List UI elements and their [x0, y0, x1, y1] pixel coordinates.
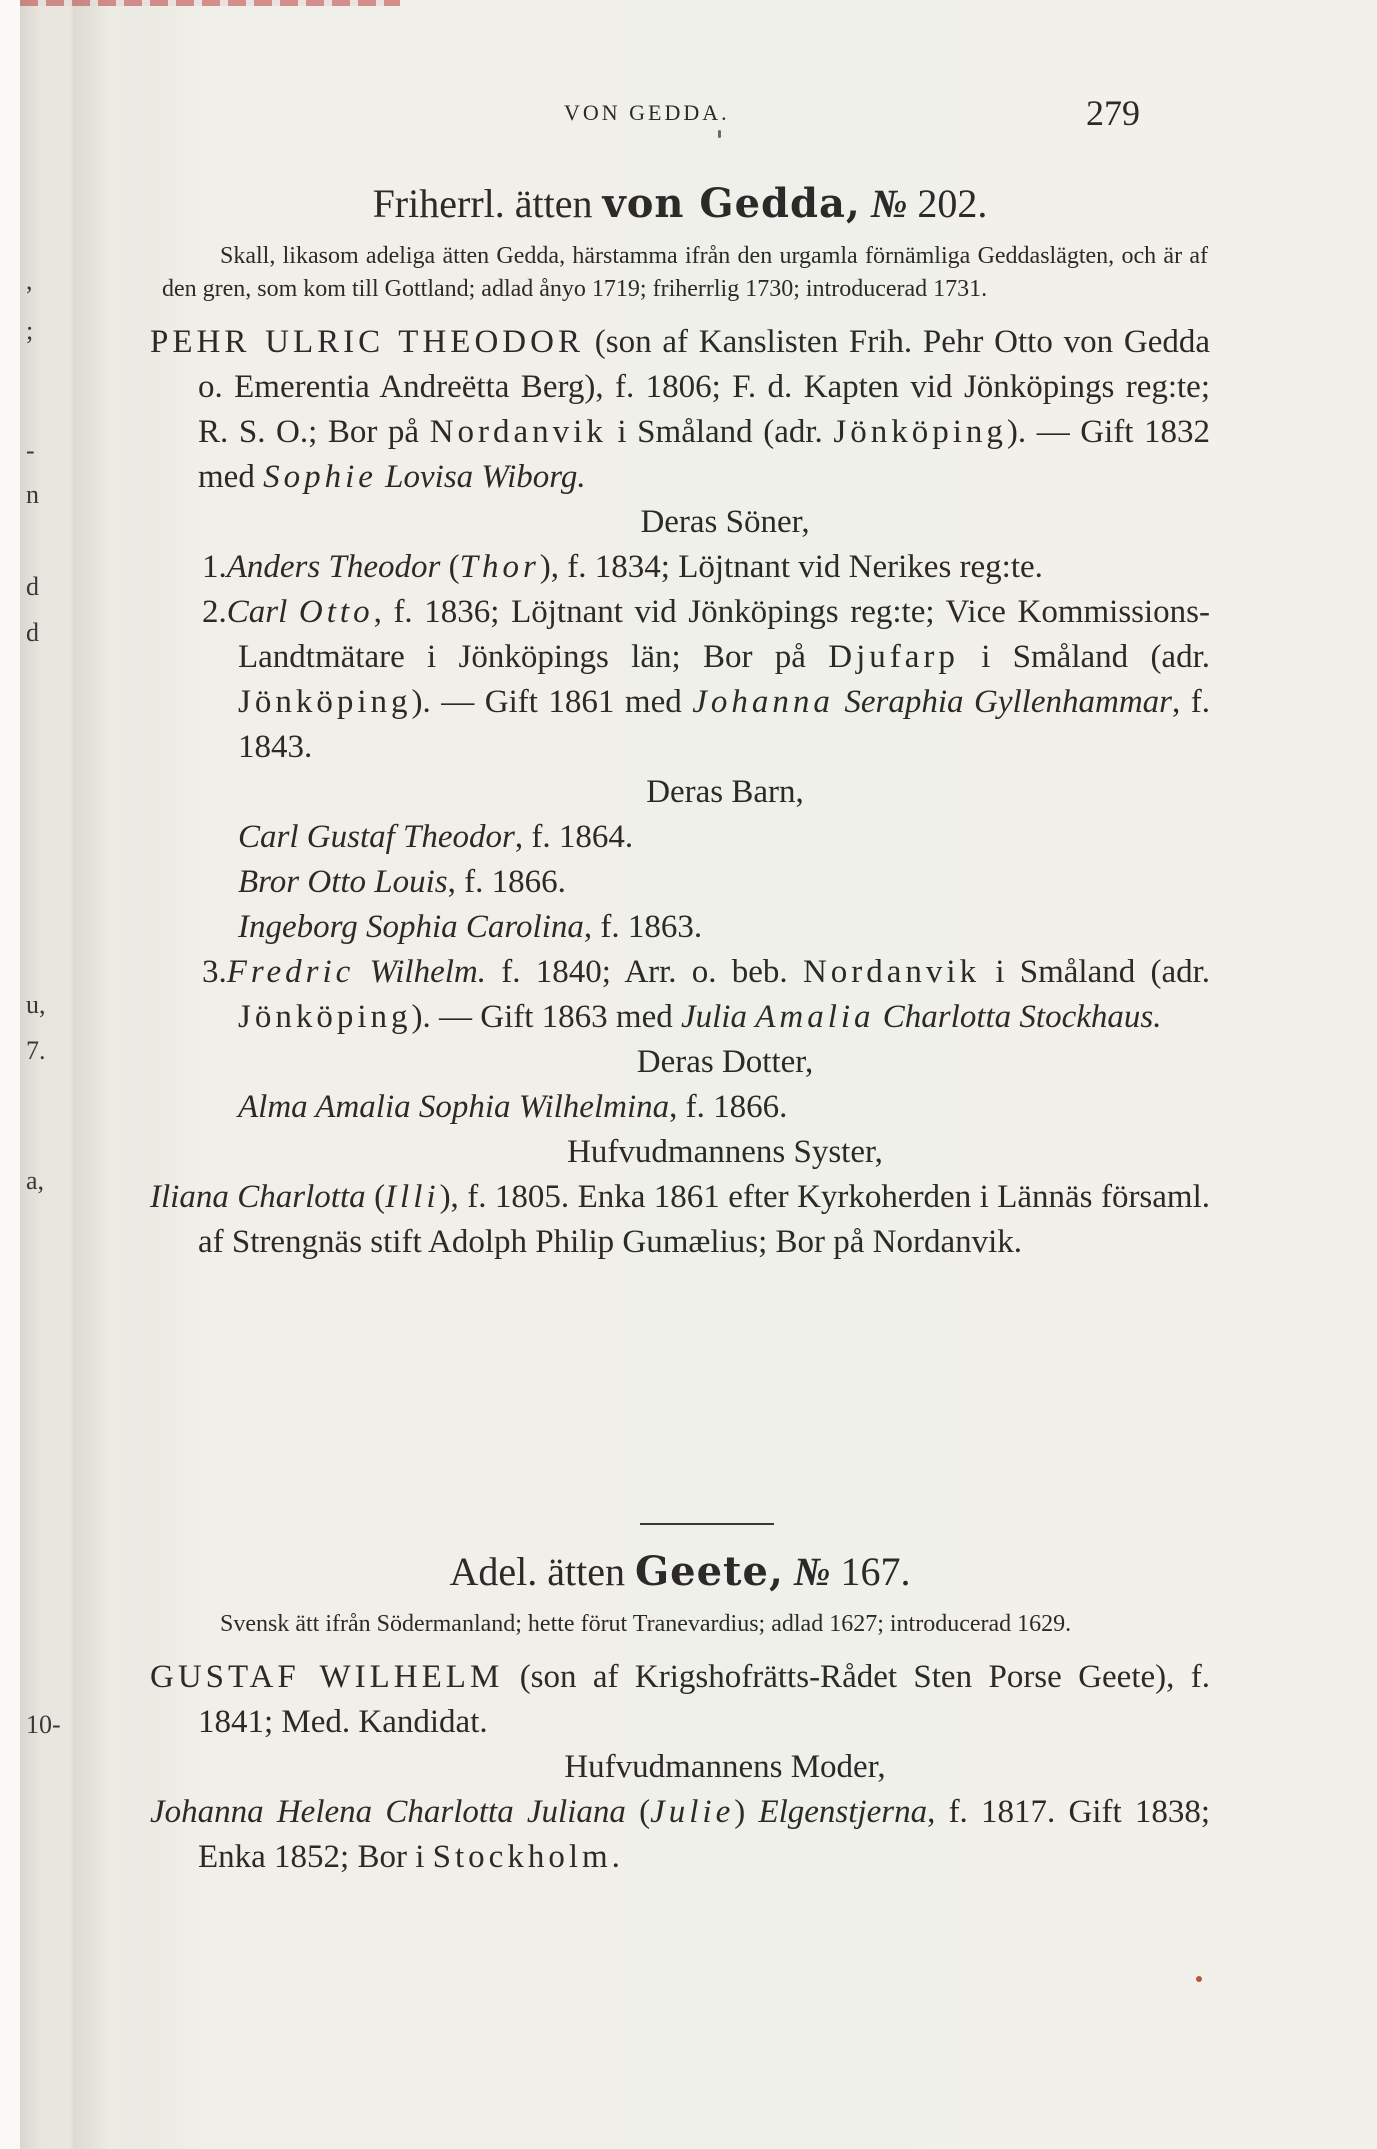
- previous-page-fragment: d: [26, 618, 39, 647]
- place-name: Nordanvik: [429, 414, 607, 450]
- child-entry: [150, 590, 1210, 770]
- entry-text: (: [639, 1794, 651, 1830]
- person-name: Iliana Charlotta: [150, 1179, 366, 1215]
- grandchild-entry: [150, 905, 1210, 950]
- entry-text: ): [734, 1794, 746, 1830]
- page-content: [150, 0, 1210, 2149]
- address-name: Jönköping: [238, 999, 412, 1035]
- person-name-first: Fredric: [226, 954, 355, 990]
- section-von-gedda: [150, 178, 1210, 1265]
- entry-number: 3.: [202, 954, 227, 990]
- family-head-entry: [150, 1655, 1210, 1745]
- entry-text: i Småland (adr.: [617, 414, 823, 450]
- running-head: [150, 92, 1210, 132]
- person-name-rest: Otto: [298, 594, 374, 630]
- person-name: PEHR ULRIC THEODOR: [150, 324, 584, 360]
- entry-number: 1.: [202, 549, 227, 585]
- family-number: 167.: [840, 1549, 911, 1594]
- place-name: Djufarp: [828, 639, 959, 675]
- person-name: Anders Theodor: [226, 549, 441, 585]
- entry-number: 2.: [202, 594, 227, 630]
- sub-heading: Deras Söner,: [640, 504, 810, 540]
- child-entry: [150, 950, 1210, 1040]
- previous-page-fragment: ;: [26, 316, 34, 345]
- previous-page-fragment: a,: [26, 1166, 45, 1195]
- entry-text: (son af Krigshofrätts-Rådet Sten Porse Geete), f. 1841; Med. Kandidat.: [198, 1659, 1210, 1740]
- genealogy-entries: [150, 1655, 1210, 1880]
- genealogy-entries: [150, 320, 1210, 1265]
- number-sign: №: [793, 1549, 831, 1594]
- surname: Elgenstjerna: [758, 1794, 928, 1830]
- spouse-name-middle: Amalia: [755, 999, 875, 1035]
- spouse-name-first: Sophie: [263, 459, 377, 495]
- section-heading: [150, 1546, 1210, 1598]
- person-name: GUSTAF WILHELM: [150, 1659, 504, 1695]
- spouse-name-rest: Charlotta Stockhaus.: [882, 999, 1162, 1035]
- entry-text: f. 1840; Arr. o. beb.: [501, 954, 788, 990]
- family-origin-note: Svensk ätt ifrån Södermanland; hette förut Tranevardius; adlad 1627; introducerad 1629.: [220, 1611, 1072, 1637]
- entry-text: ). — Gift 1832 med: [198, 414, 1211, 495]
- previous-page-fragment: n: [26, 480, 39, 509]
- child-entry: [150, 545, 1210, 590]
- previous-page-fragment: 10-: [26, 1710, 61, 1739]
- entry-text: ). — Gift 1863 med: [411, 999, 673, 1035]
- spouse-name-first: Johanna: [692, 684, 834, 720]
- sub-heading: Hufvudmannens Moder,: [564, 1749, 886, 1785]
- person-name: Ingeborg Sophia Carolina: [238, 909, 584, 945]
- nickname: Illi: [385, 1179, 440, 1215]
- grandchild-entry: [150, 860, 1210, 905]
- section-divider: [640, 1523, 774, 1525]
- running-title: VON GEDDA.: [564, 100, 730, 125]
- heading-prefix: Friherrl. ätten: [372, 181, 593, 226]
- address-name: Jönköping: [833, 414, 1007, 450]
- entry-text: , f. 1836; Löjtnant vid Jönköpings reg:te; Vice Kommissions-Landtmätare i Jönköpings län; Bor på: [238, 594, 1211, 675]
- birth-year: , f. 1866.: [447, 864, 566, 900]
- entry-text: ), f. 1805. Enka 1861 efter Kyrkoherden i Lännäs församl. af Strengnäs stift Adolph Philip Gumælius; Bor på Nordanvik.: [198, 1179, 1211, 1260]
- person-name: Bror Otto Louis: [238, 864, 448, 900]
- section-geete: [150, 1546, 1210, 1880]
- previous-page-fragment: d: [26, 572, 39, 601]
- number-sign: №: [870, 181, 908, 226]
- heading-prefix: Adel. ätten: [449, 1549, 625, 1594]
- spouse-name-rest: Seraphia Gyllenhammar: [844, 684, 1172, 720]
- previous-page-fragment: -: [26, 436, 35, 465]
- entry-text: (: [448, 549, 460, 585]
- entry-text: ). — Gift 1861 med: [411, 684, 682, 720]
- sub-heading: Deras Dotter,: [636, 1044, 814, 1080]
- family-origin-note: Skall, likasom adeliga ätten Gedda, härstamma ifrån den urgamla förnämliga Geddaslägten, och är af den gren, som kom till Gottland; adlad ånyo 1719; friherrlig 1730; introducerad 1731.: [162, 243, 1208, 302]
- previous-page-margin: [26, 0, 76, 2149]
- address-name: Jönköping: [238, 684, 412, 720]
- birth-year: , f. 1863.: [583, 909, 703, 945]
- birth-year: , f. 1866.: [669, 1089, 788, 1125]
- person-name: Alma Amalia Sophia Wilhelmina: [238, 1089, 670, 1125]
- entry-text: i Småland (adr.: [995, 954, 1211, 990]
- entry-text: ), f. 1834; Löjtnant vid Nerikes reg:te.: [539, 549, 1043, 585]
- family-number: 202.: [917, 181, 988, 226]
- entry-text: , f. 1817. Gift 1838; Enka 1852; Bor i: [198, 1794, 1210, 1875]
- family-head-entry: [150, 320, 1210, 500]
- ink-speck: [1196, 1976, 1202, 1982]
- entry-text: , f. 1843.: [238, 684, 1210, 765]
- sub-heading: Hufvudmannens Syster,: [567, 1134, 883, 1170]
- sister-entry: [150, 1175, 1210, 1265]
- ink-speck: [718, 130, 721, 138]
- person-name-first: Carl: [226, 594, 288, 630]
- previous-page-fragment: u,: [26, 990, 46, 1019]
- previous-page-fragment: ,: [26, 266, 33, 295]
- entry-text: (: [374, 1179, 386, 1215]
- previous-page-fragment: 7.: [26, 1036, 46, 1065]
- nickname: Thor: [459, 549, 540, 585]
- person-name: Johanna Helena Charlotta Juliana: [150, 1794, 626, 1830]
- section-heading: [150, 178, 1210, 230]
- nickname: Julie: [650, 1794, 735, 1830]
- place-name: Stockholm.: [432, 1839, 624, 1875]
- family-name: Geete,: [634, 1548, 784, 1595]
- page-number: 279: [1086, 93, 1140, 133]
- spouse-name-rest: Lovisa Wiborg.: [385, 459, 586, 495]
- person-name-rest: Wilhelm.: [369, 954, 486, 990]
- entry-text: i Småland (adr.: [981, 639, 1211, 675]
- place-name: Nordanvik: [802, 954, 981, 990]
- mother-entry: [150, 1790, 1210, 1880]
- grandchild-entry: [150, 1085, 1210, 1130]
- person-name: Carl Gustaf Theodor: [238, 819, 515, 855]
- family-name: von Gedda,: [602, 180, 861, 227]
- spouse-name-first: Julia: [680, 999, 747, 1035]
- grandchild-entry: [150, 815, 1210, 860]
- sub-heading: Deras Barn,: [646, 774, 804, 810]
- birth-year: , f. 1864.: [514, 819, 634, 855]
- entry-text: (son af Kanslisten Frih. Pehr Otto von Gedda o. Emerentia Andreëtta Berg), f. 1806; F. d. Kapten vid Jönköpings reg:te; R. S. O.; Bor på: [198, 324, 1211, 450]
